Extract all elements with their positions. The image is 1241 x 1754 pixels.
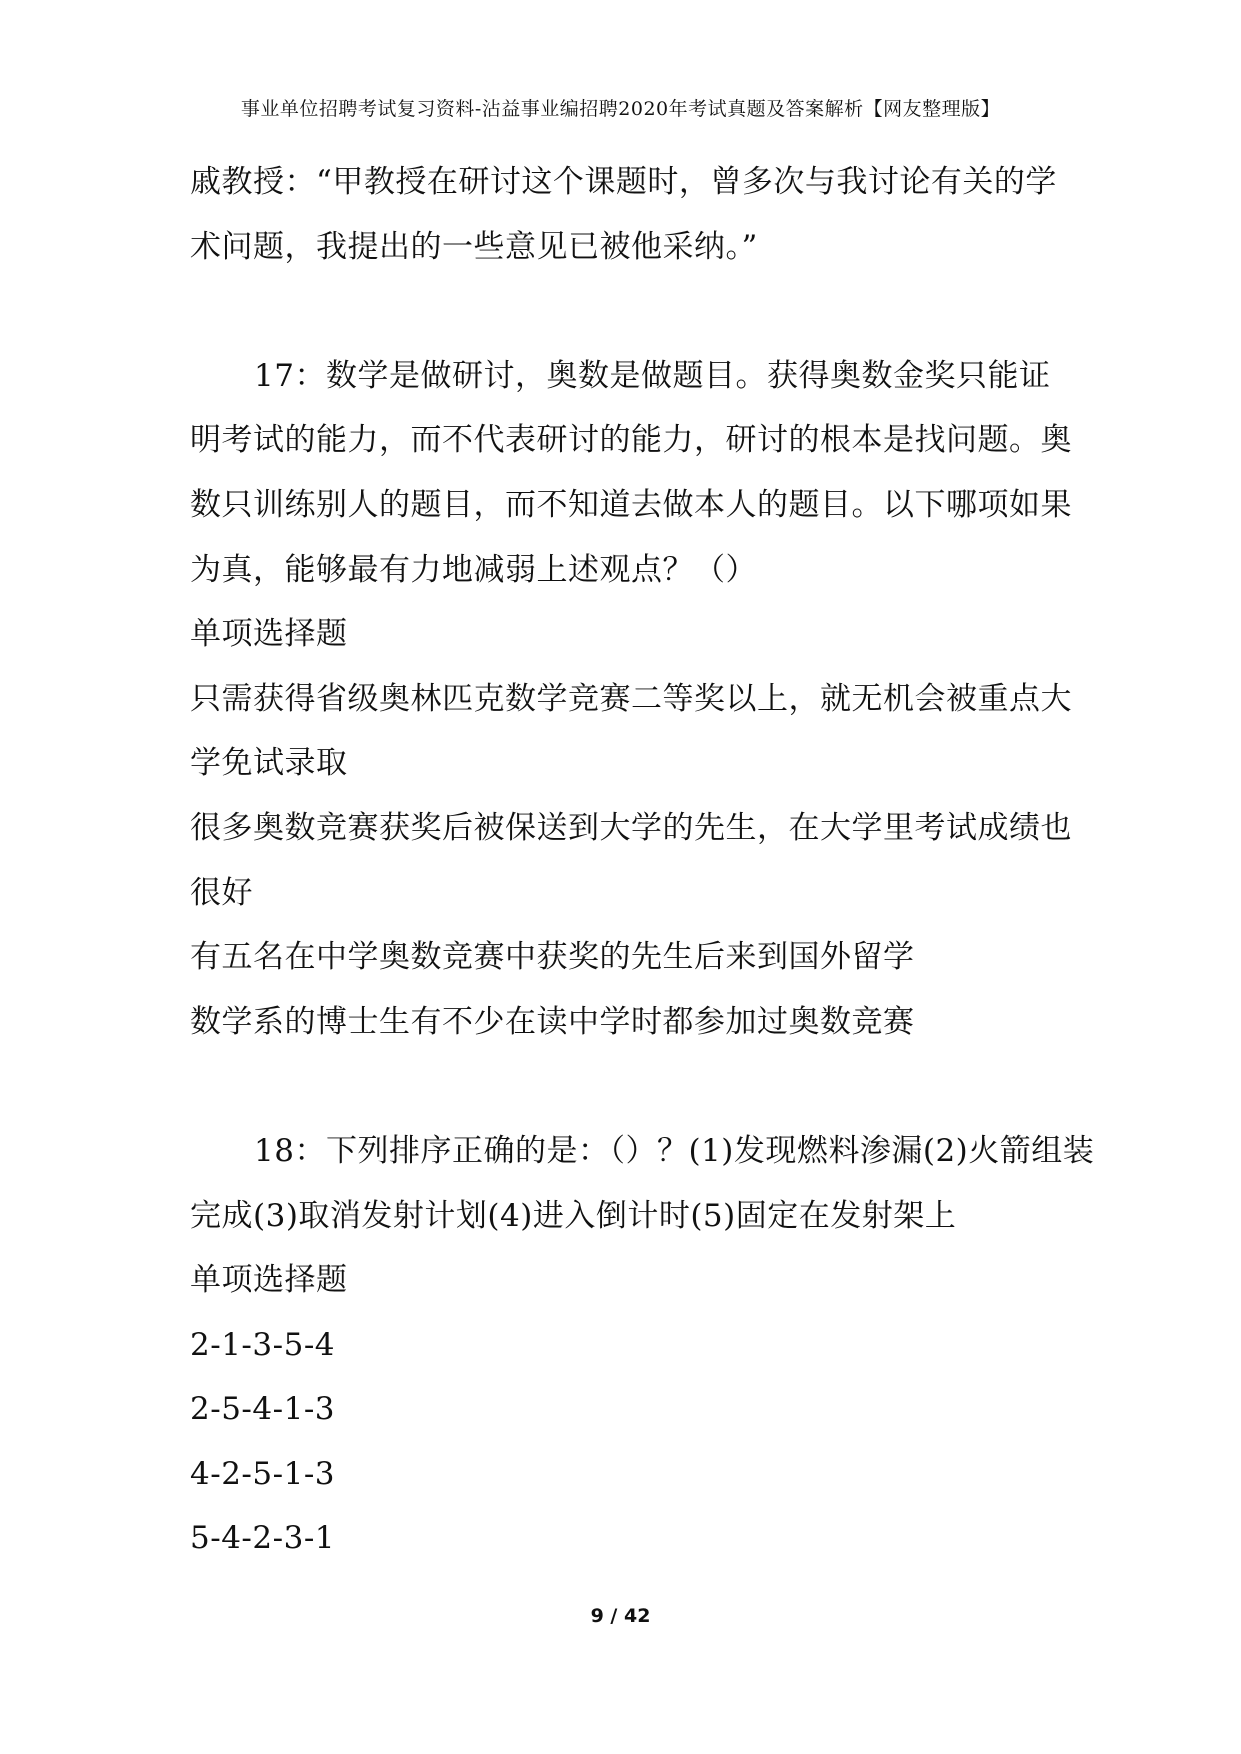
option-text-line: 4-2-5-1-3: [190, 1455, 336, 1492]
page-number: 9 / 42: [590, 1605, 651, 1627]
question-type-label: 单项选择题: [190, 1262, 348, 1299]
question-stem-line: 17：数学是做研讨，奥数是做题目。获得奥数金奖只能证: [254, 357, 1051, 394]
question-18: [190, 1119, 1095, 1571]
option-text-line: 数学系的博士生有不少在读中学时都参加过奥数竞赛: [190, 1003, 915, 1040]
option-text-line: 很多奥数竞赛获奖后被保送到大学的先生，在大学里考试成绩也: [190, 809, 1072, 846]
option-text-line: 有五名在中学奥数竞赛中获奖的先生后来到国外留学: [190, 939, 915, 976]
running-header: 事业单位招聘考试复习资料-沾益事业编招聘2020年考试真题及答案解析【网友整理版】: [240, 98, 1001, 120]
option-text-line: 2-5-4-1-3: [190, 1391, 336, 1428]
question-17: [190, 344, 1072, 1055]
page-content: [190, 150, 1095, 1571]
question-stem-line: 数只训练别人的题目，而不知道去做本人的题目。以下哪项如果: [190, 486, 1072, 523]
question-type-label: 单项选择题: [190, 616, 348, 653]
option-text-line: 只需获得省级奥林匹克数学竞赛二等奖以上，就无机会被重点大: [190, 680, 1072, 717]
paragraph-line: 戚教授：“甲教授在研讨这个课题时，曾多次与我讨论有关的学: [190, 164, 1057, 200]
intro-paragraph: [190, 150, 1060, 279]
option-text-line: 5-4-2-3-1: [190, 1520, 336, 1557]
section-gap: [190, 1054, 1060, 1119]
option-text-line: 学免试录取: [190, 745, 348, 782]
question-stem-line: 明考试的能力，而不代表研讨的能力，研讨的根本是找问题。奥: [190, 422, 1072, 459]
option-text-line: 很好: [190, 874, 253, 911]
option-text-line: 2-1-3-5-4: [190, 1326, 336, 1363]
question-stem-line: 完成(3)取消发射计划(4)进入倒计时(5)固定在发射架上: [190, 1197, 957, 1234]
question-stem-line: 18：下列排序正确的是：（）？(1)发现燃料渗漏(2)火箭组装: [254, 1132, 1095, 1169]
paragraph-line: 术问题，我提出的一些意见已被他采纳。”: [190, 228, 758, 265]
section-gap: [190, 279, 1060, 344]
question-stem-line: 为真，能够最有力地减弱上述观点？（）: [190, 551, 757, 588]
